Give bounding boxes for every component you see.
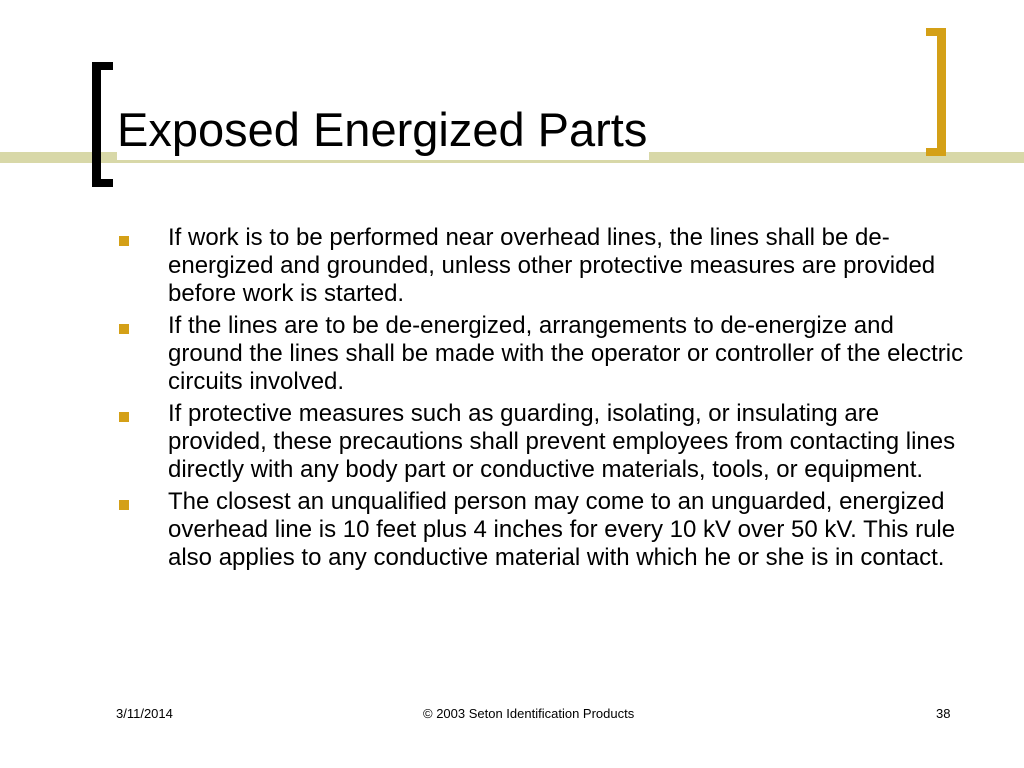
square-bullet-icon (119, 236, 129, 246)
bullet-text: If protective measures such as guarding, isolating, or insulating are provided, these precautions shall prevent employees from contacting lines directly with any body part or conductive materials, tools, or equipment. (168, 400, 956, 483)
bullet-text: If work is to be performed near overhead lines, the lines shall be de-energized and grounded, unless other protective measures are provided before work is started. (168, 224, 936, 307)
bullet-item (116, 224, 966, 308)
right-bracket-top (926, 28, 946, 36)
bullet-text: The closest an unqualified person may come to an unguarded, energized overhead line is 10 feet plus 4 inches for every 10 kV over 50 kV. This rule also applies to any conductive material with which he or she is in contact. (168, 488, 956, 571)
square-bullet-icon (119, 500, 129, 510)
left-bracket-top (92, 62, 113, 70)
square-bullet-icon (119, 324, 129, 334)
bullet-text: If the lines are to be de-energized, arrangements to de-energize and ground the lines shall be made with the operator or controller of the electric circuits involved. (168, 312, 964, 395)
left-bracket-bottom (92, 179, 113, 187)
footer-page-number: 38 (936, 706, 951, 721)
footer-date: 3/11/2014 (116, 706, 173, 721)
right-bracket-vertical (937, 28, 946, 156)
right-bracket-bottom (926, 148, 946, 156)
bullet-item (116, 488, 966, 572)
footer-copyright: © 2003 Seton Identification Products (423, 706, 635, 721)
left-bracket-vertical (92, 62, 101, 187)
square-bullet-icon (119, 412, 129, 422)
slide-title: Exposed Energized Parts (117, 100, 649, 160)
bullet-item (116, 400, 966, 484)
bullet-item (116, 312, 966, 396)
bullet-list (116, 224, 966, 576)
